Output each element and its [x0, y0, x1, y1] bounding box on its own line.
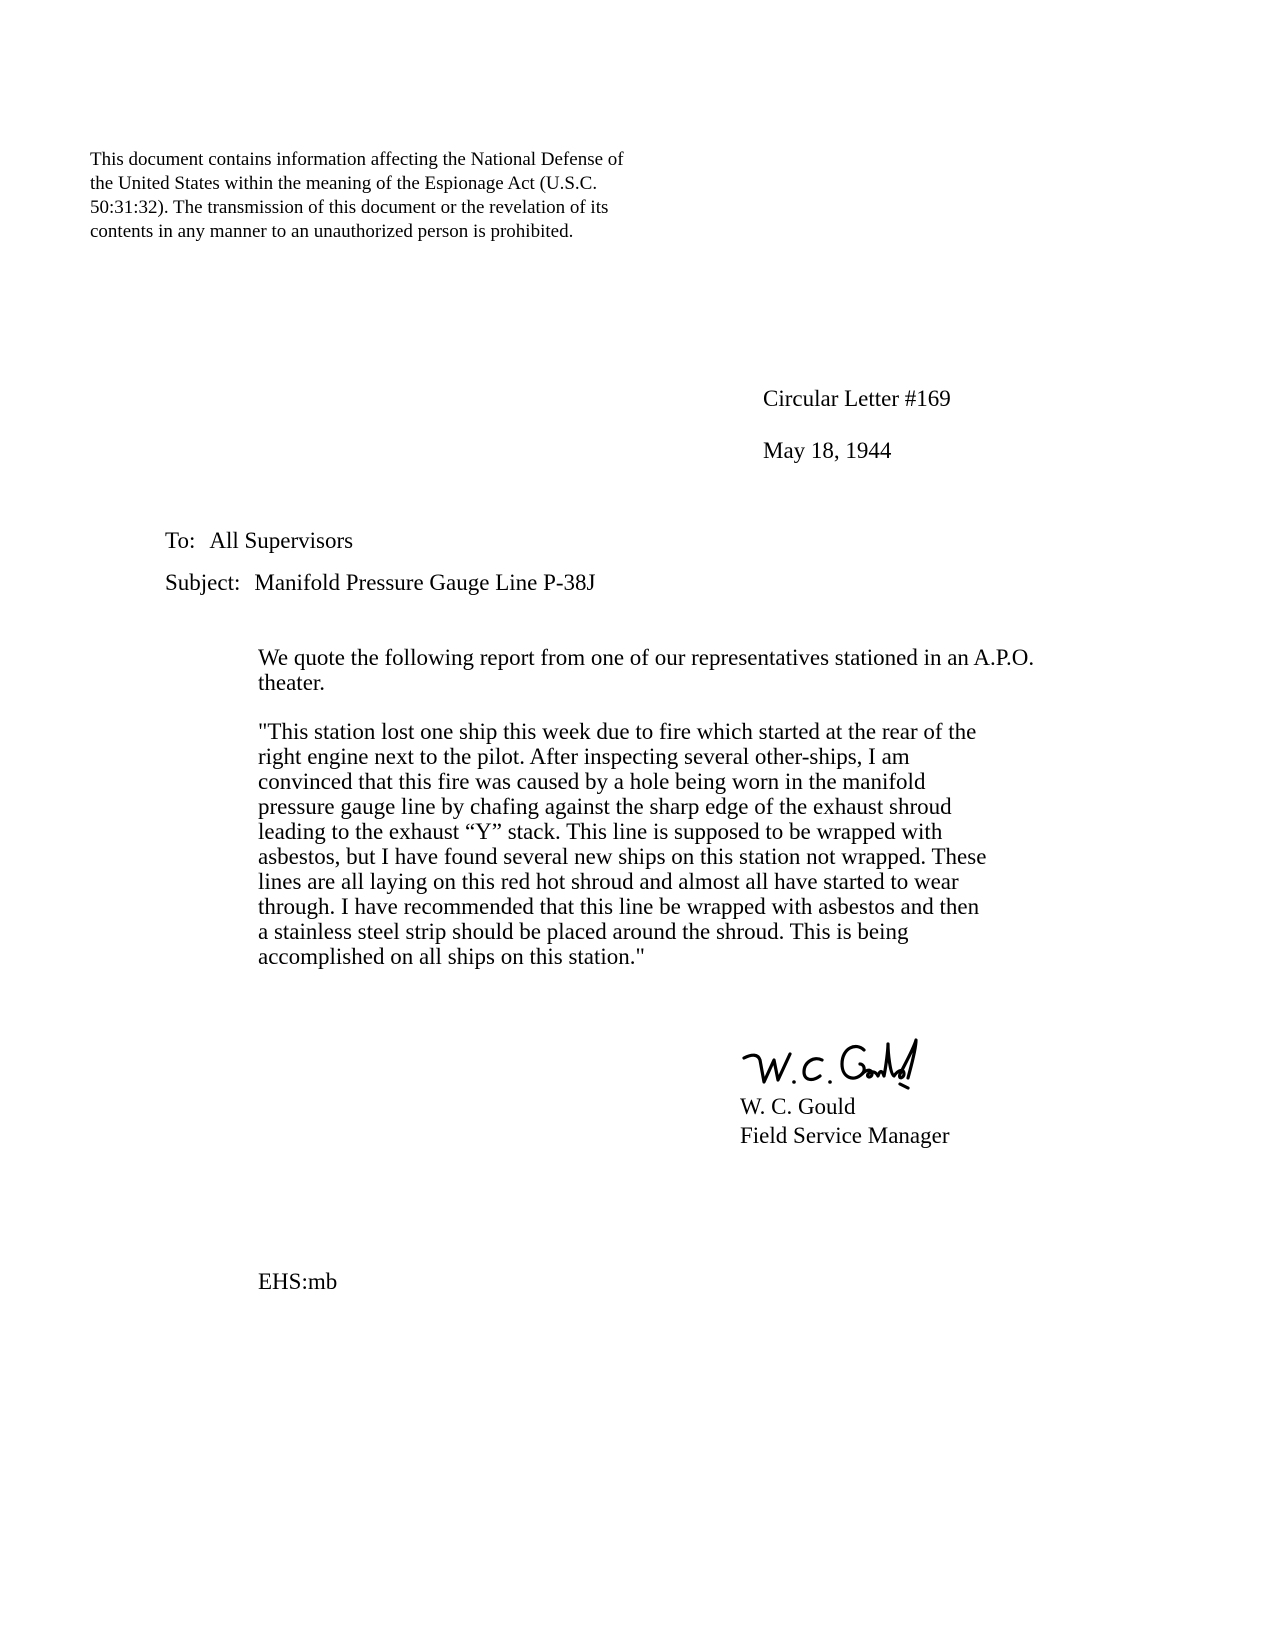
signature-block [740, 1030, 1060, 1150]
intro-paragraph: We quote the following report from one of our representatives stationed in an A.P.O. theater. [258, 645, 1035, 695]
quoted-report-paragraph: "This station lost one ship this week due to fire which started at the rear of the right engine next to the pilot. After inspecting several other-ships, I am convinced that this fire was caused by a hole being worn in the manifold pressure gauge line by chafing against the sharp edge of the exhaust shroud leading to the exhaust “Y” stack. This line is supposed to be wrapped with asbestos, but I have found several new ships on this station not wrapped. These lines are all laying on this red hot shroud and almost all have started to wear through. I have recommended that this line be wrapped with asbestos and then a stainless steel strip should be placed around the shroud. This is being accomplished on all ships on this station." [258, 719, 987, 969]
letter-body [258, 645, 1048, 969]
to-label: To: [165, 528, 196, 553]
letter-meta [763, 385, 1183, 465]
subject-line [165, 569, 1165, 597]
security-notice: This document contains information affecting the National Defense of the United States within the meaning of the Espionage Act (U.S.C. 50:31:32). The transmission of this document or the revelation of its contents in any manner to an unauthorized person is prohibited. [90, 149, 624, 242]
signatory-name: W. C. Gould [740, 1094, 856, 1119]
circular-letter-number: Circular Letter #169 [763, 386, 951, 411]
to-recipients: All Supervisors [209, 528, 354, 553]
typist-initials: EHS:mb [258, 1269, 338, 1294]
subject-text: Manifold Pressure Gauge Line P-38J [254, 570, 596, 595]
to-line [165, 527, 1165, 555]
handwritten-signature [738, 1030, 958, 1100]
subject-label: Subject: [165, 570, 241, 595]
letter-date: May 18, 1944 [763, 438, 892, 463]
address-block [165, 527, 1165, 597]
signatory-title: Field Service Manager [740, 1123, 950, 1148]
